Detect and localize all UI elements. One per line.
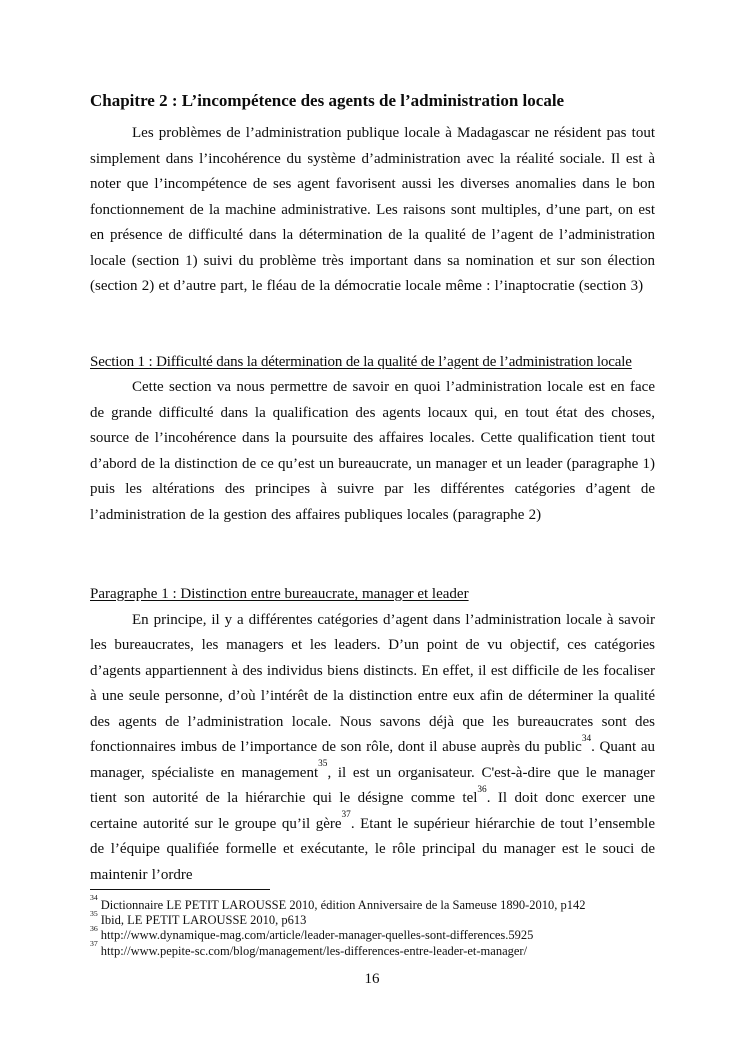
footnote-text: Dictionnaire LE PETIT LAROUSSE 2010, édition Anniversaire de la Sameuse 1890-2010, p142 (100, 898, 586, 912)
footnote-number: 37 (90, 938, 98, 948)
footnote-area (90, 889, 655, 959)
chapter-title: Chapitre 2 : L’incompétence des agents de l’administration locale (90, 91, 565, 110)
footnote-text: http://www.dynamique-mag.com/article/leader-manager-quelles-sont-differences.5925 (100, 928, 534, 943)
section-1-heading: Section 1 : Difficulté dans la détermination de la qualité de l’agent de l’administration locale (90, 353, 632, 370)
footnote-34 (90, 893, 655, 913)
footnote-text: Ibid, LE PETIT LAROUSSE 2010, p613 (100, 913, 307, 928)
footnote-number: 35 (90, 908, 98, 918)
footnote-number: 34 (90, 893, 98, 903)
chapter-intro-paragraph: Les problèmes de l’administration publique locale à Madagascar ne résident pas tout simplement dans l’incohérence du système d’administration avec la réalité sociale. Il est à noter que l’incompétence de ses agent favorisent aussi les diverses anomalies dans le bon fonctionnement de la machine administrative. Les raisons sont multiples, d’une part, on est en présence de difficulté dans la détermination de la qualité de l’agent de l’administration locale (section 1) suivi du problème très important dans sa nomination et sur son élection (section 2) et d’autre part, le fléau de la démocratie locale même : l’inaptocratie (section 3) (90, 125, 655, 294)
footnote-36 (90, 923, 655, 943)
footnote-37 (90, 938, 655, 959)
footnote-number: 36 (90, 923, 98, 933)
page-number: 16 (364, 971, 380, 987)
footnote-text: http://www.pepite-sc.com/blog/management/les-differences-entre-leader-et-manager/ (100, 943, 528, 958)
footnote-35 (90, 908, 655, 928)
section-1-paragraph: Cette section va nous permettre de savoir en quoi l’administration locale est en face de grande difficulté dans la qualification des agents locaux qui, en tout état des choses, source de l’incohérence dans la poursuite des affaires locales. Cette qualification tient tout d’abord de la distinction de ce qu’est un bureaucrate, un manager et un leader (paragraphe 1) puis les altérations des principes à suivre par les différentes catégories d’agent de l’administration de la gestion des affaires publiques locales (paragraphe 2) (90, 379, 655, 523)
footnote-separator (90, 889, 270, 890)
paragraphe-1-paragraph: En principe, il y a différentes catégories d’agent dans l’administration locale à savoir les bureaucrates, les managers et les leaders. D’un point de vu objectif, ces catégories d’agents appartiennent à des individus biens distincts. En effet, il est difficile de les focaliser à une seule personne, d’où l’intérêt de la distinction entre eux afin de déterminer la qualité des agents de l’administration locale. Nous savons déjà que les bureaucrates sont des fonctionnaires imbus de l’importance de son rôle, dont il abuse auprès du public$^{34}$. Quant au manager, spécialiste en management$^{35}$, il est un organisateur. C'est-à-dire que le manager tient son autorité de la hiérarchie qui le désigne comme tel$^{36}$. Il doit donc exercer une certaine autorité sur le groupe qu’il gère$^{37}$. Etant le supérieur hiérarchie de tout l’ensemble de l’équipe qualifiée formelle et exécutante, le rôle principal du manager est le souci de maintenir l’ordre (90, 611, 655, 883)
paragraphe-1-heading: Paragraphe 1 : Distinction entre bureaucrate, manager et leader (90, 586, 469, 602)
